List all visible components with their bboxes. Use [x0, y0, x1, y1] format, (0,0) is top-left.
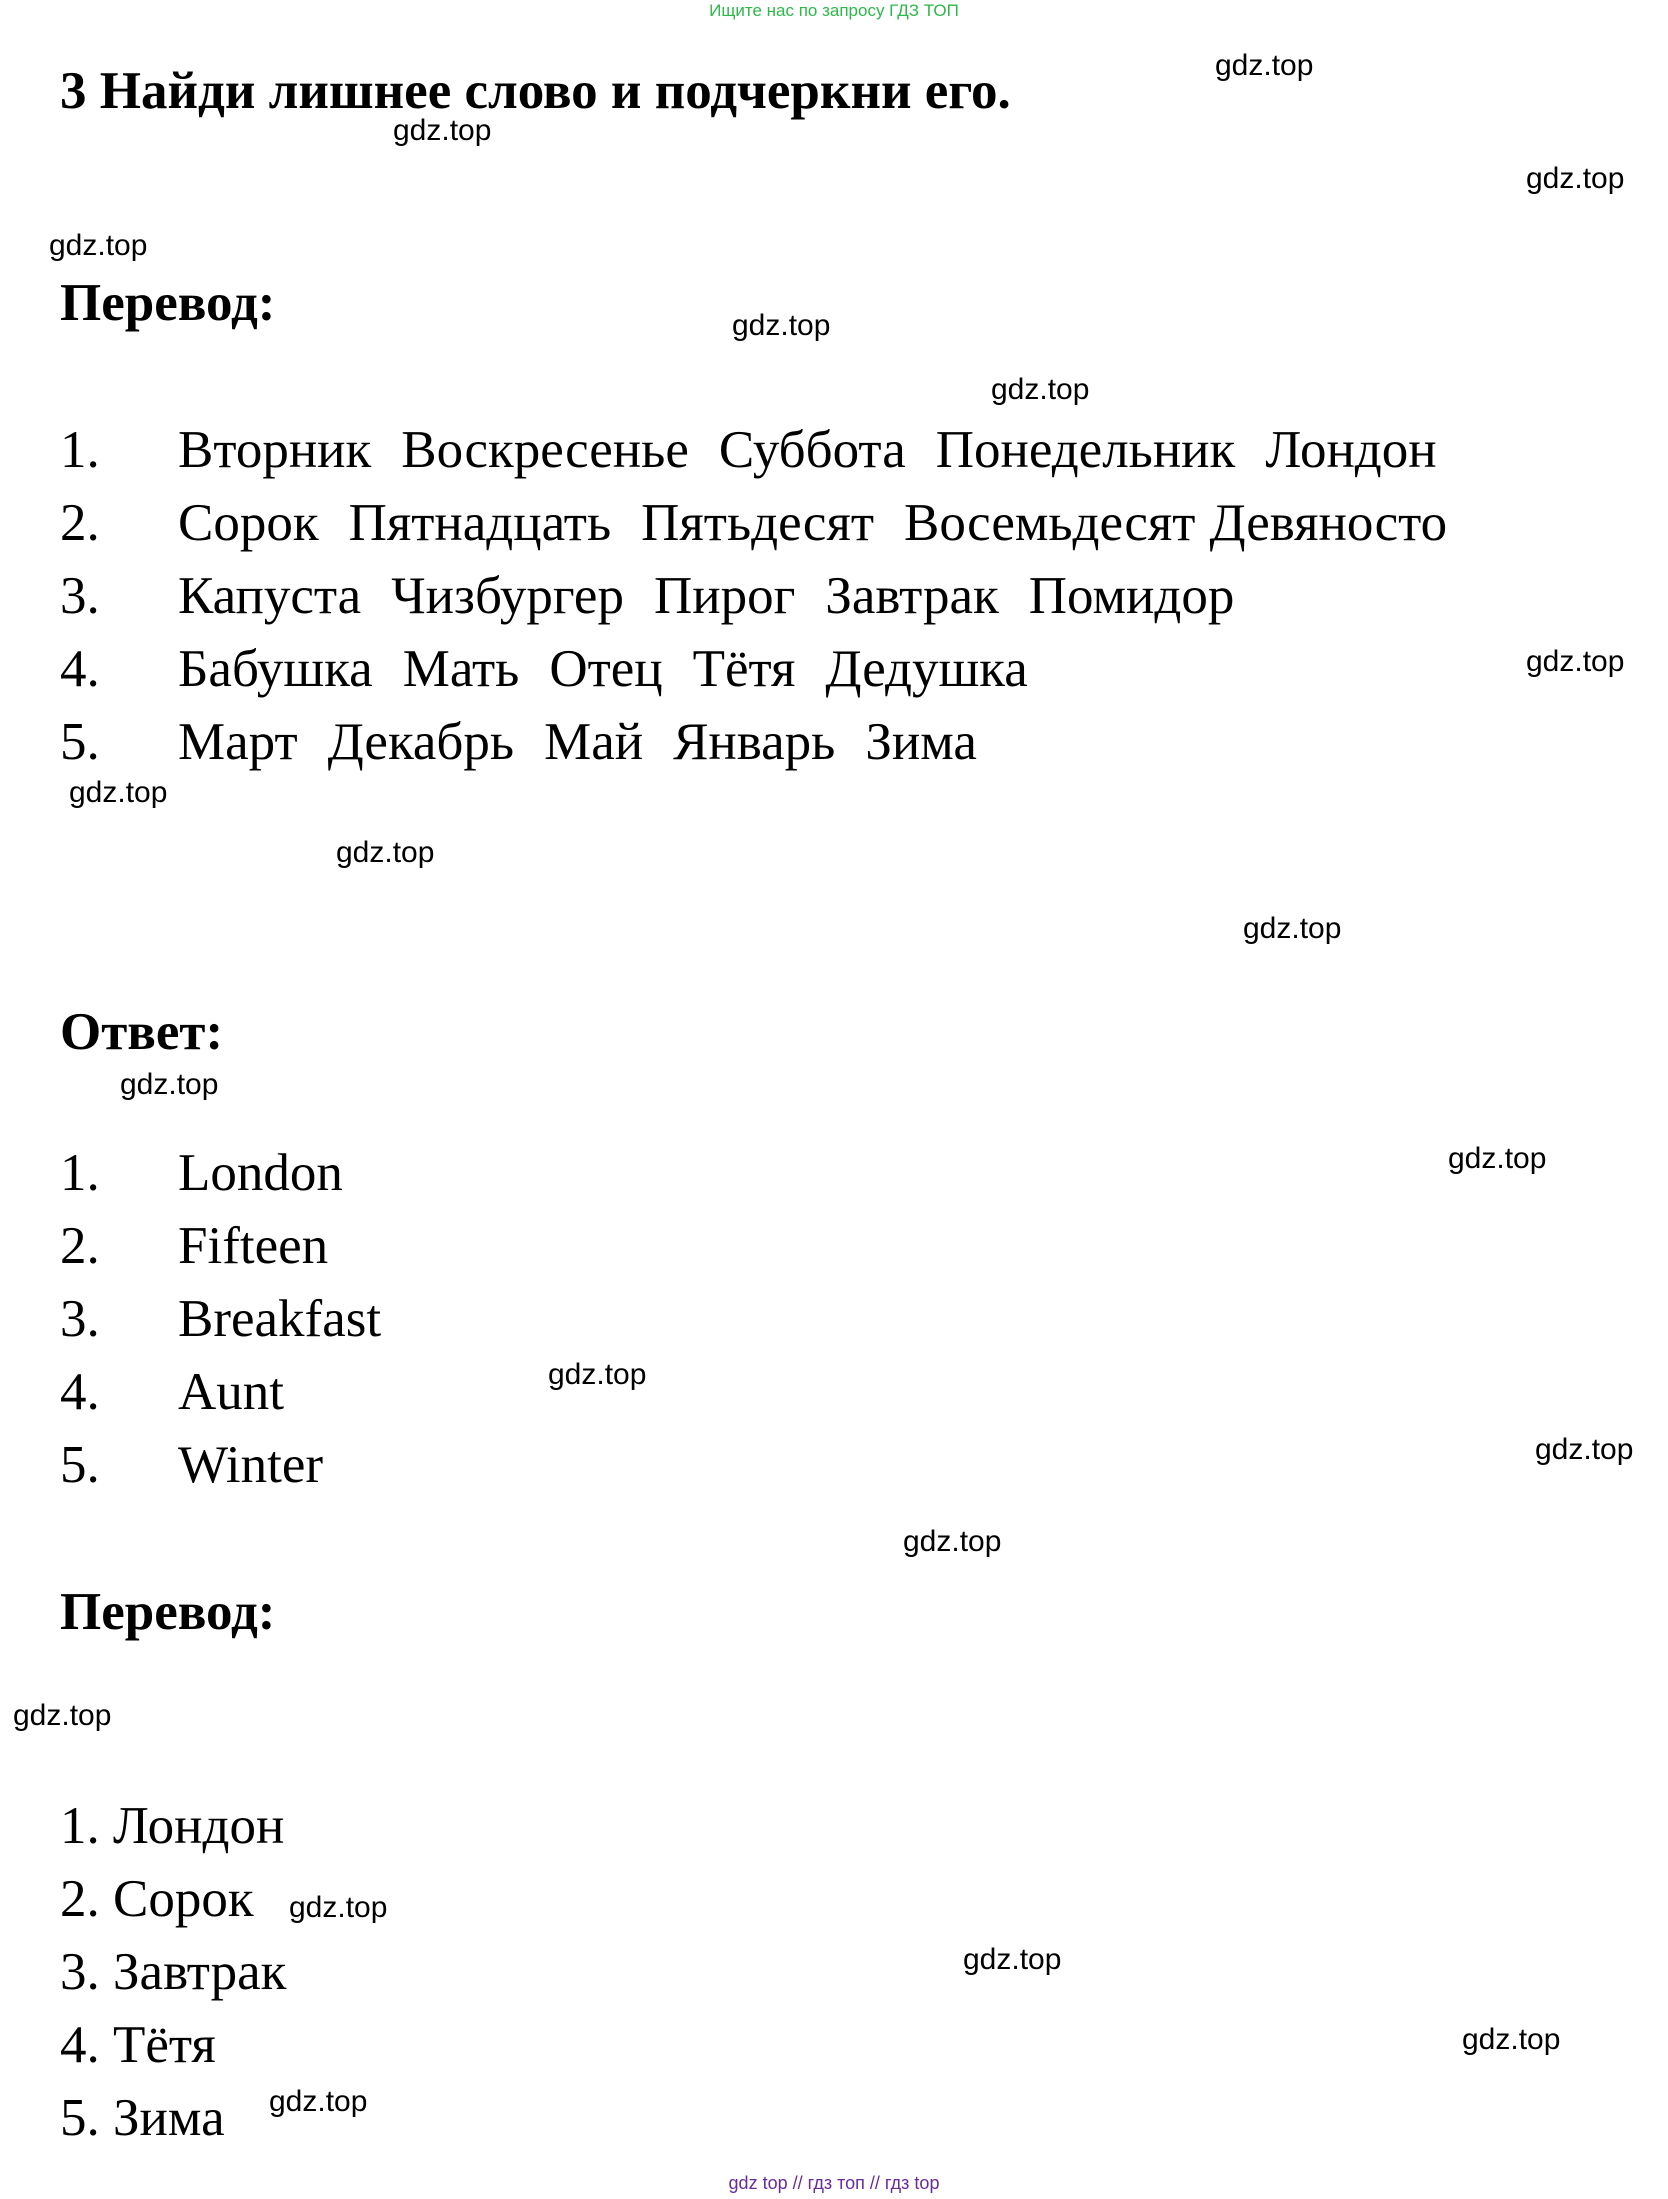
- word: Дедушка: [825, 640, 1028, 698]
- answer-word: Fifteen: [178, 1217, 329, 1275]
- answer-translation-list: [60, 1790, 286, 2155]
- list-item: 4. Тётя: [60, 2016, 216, 2074]
- section-heading-answer: Ответ:: [60, 1003, 224, 1061]
- footer: gdz top // гдз топ // гдз top: [728, 2173, 940, 2193]
- list-item: 2. Сорок: [60, 1870, 254, 1928]
- task-title: 3 Найди лишнее слово и подчеркни его.: [60, 62, 1011, 120]
- word: Девяносто: [1209, 494, 1448, 552]
- word: Восемьдесят: [903, 494, 1196, 552]
- word: Тётя: [692, 640, 796, 698]
- word: Завтрак: [825, 567, 999, 625]
- item-number: 3.: [60, 1290, 100, 1348]
- word: Помидор: [1028, 567, 1235, 625]
- watermark: gdz.top: [1462, 2023, 1561, 2056]
- item-number: 5.: [60, 713, 100, 771]
- answer-word: Aunt: [178, 1363, 284, 1421]
- word: Чизбургер: [391, 567, 624, 625]
- item-number: 2.: [60, 494, 100, 552]
- item-number: 1.: [60, 1144, 100, 1202]
- watermark: gdz.top: [69, 776, 168, 809]
- watermark: gdz.top: [1526, 162, 1625, 195]
- watermark: gdz.top: [289, 1891, 388, 1924]
- watermark: gdz.top: [1215, 49, 1314, 82]
- word: Мать: [402, 640, 520, 698]
- word: Декабрь: [327, 713, 515, 771]
- watermark: gdz.top: [732, 309, 831, 342]
- top-banner: Ищите нас по запросу ГДЗ ТОП: [709, 1, 959, 20]
- watermark: gdz.top: [991, 373, 1090, 406]
- item-number: 1.: [60, 421, 100, 479]
- watermark: gdz.top: [548, 1358, 647, 1391]
- word: Лондон: [1265, 421, 1437, 479]
- word: Воскресенье: [401, 421, 689, 479]
- item-number: 2.: [60, 1217, 100, 1275]
- item-number: 3.: [60, 567, 100, 625]
- answer-word: Breakfast: [178, 1290, 382, 1348]
- watermark: gdz.top: [963, 1943, 1062, 1976]
- answer-word: Winter: [178, 1436, 324, 1494]
- word: Пятьдесят: [641, 494, 874, 552]
- word: Май: [544, 713, 644, 771]
- word: Отец: [549, 640, 663, 698]
- answer-word: London: [178, 1144, 343, 1202]
- word: Понедельник: [935, 421, 1236, 479]
- watermark: gdz.top: [393, 114, 492, 147]
- item-number: 4.: [60, 1363, 100, 1421]
- section-heading-translation-2: Перевод:: [60, 1583, 276, 1641]
- item-number: 5.: [60, 1436, 100, 1494]
- word: Январь: [673, 713, 836, 771]
- section-heading-translation-1: Перевод:: [60, 274, 276, 332]
- watermark: gdz.top: [49, 229, 148, 262]
- watermark: gdz.top: [13, 1699, 112, 1732]
- watermark: gdz.top: [269, 2085, 368, 2118]
- item-number: 4.: [60, 640, 100, 698]
- watermark: gdz.top: [903, 1525, 1002, 1558]
- word: Сорок: [178, 494, 319, 552]
- watermark: gdz.top: [1526, 645, 1625, 678]
- word: Бабушка: [178, 640, 373, 698]
- word: Март: [178, 713, 298, 771]
- watermark: gdz.top: [120, 1068, 219, 1101]
- watermark: gdz.top: [1243, 912, 1342, 945]
- word: Суббота: [718, 421, 906, 479]
- word: Пятнадцать: [348, 494, 612, 552]
- watermark: gdz.top: [1535, 1433, 1634, 1466]
- list-item: 1. Лондон: [60, 1797, 285, 1855]
- list-item: 3. Завтрак: [60, 1943, 287, 2001]
- word: Зима: [865, 713, 977, 771]
- word: Пирог: [653, 567, 796, 625]
- watermark: gdz.top: [1448, 1142, 1547, 1175]
- watermark: gdz.top: [336, 836, 435, 869]
- word: Капуста: [178, 567, 362, 625]
- list-item: 5. Зима: [60, 2089, 225, 2147]
- word: Вторник: [178, 421, 372, 479]
